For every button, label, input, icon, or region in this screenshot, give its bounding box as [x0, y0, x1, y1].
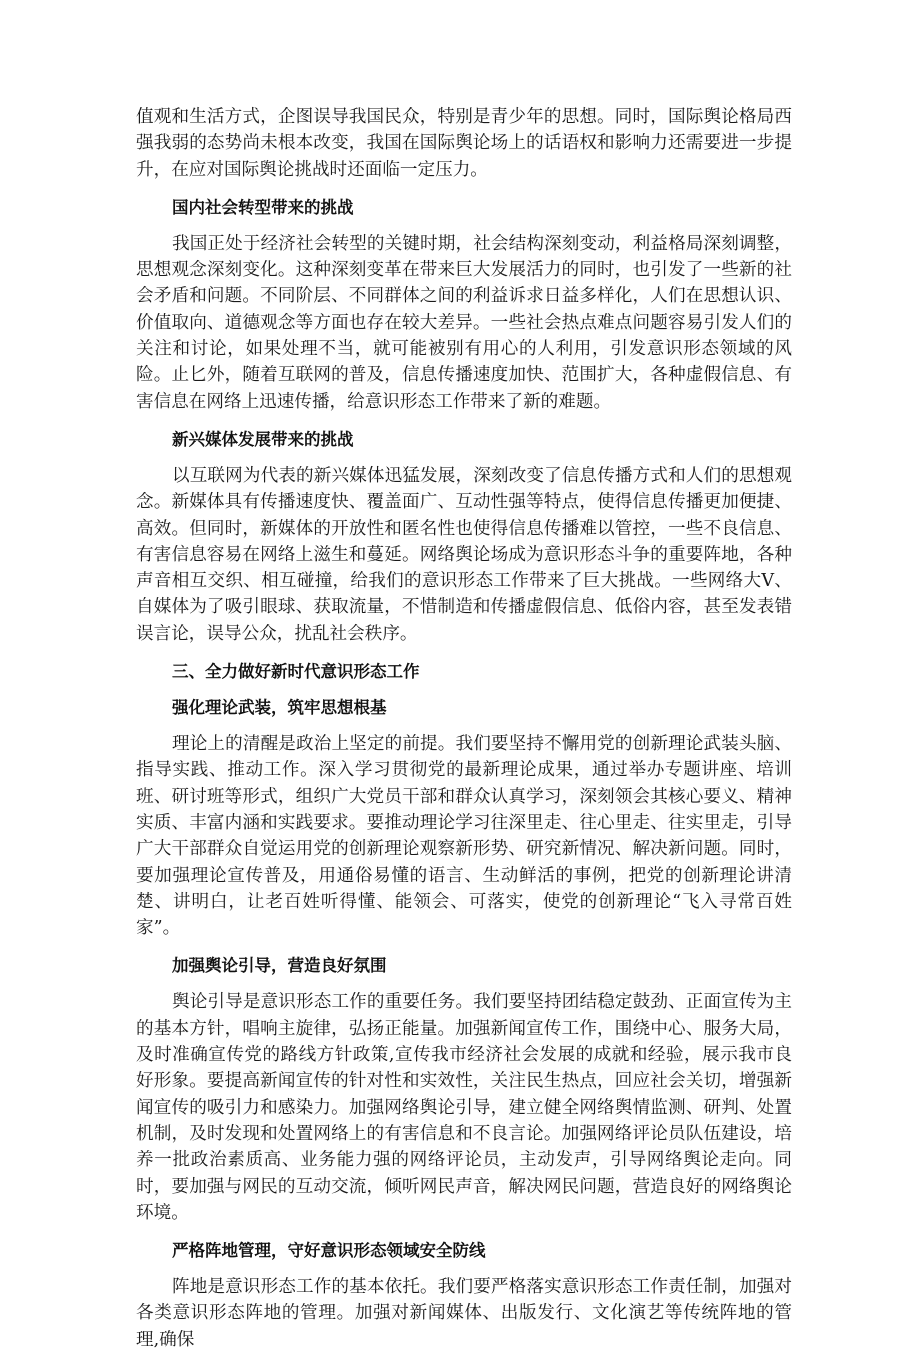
- paragraph-domestic-transition: 我国正处于经济社会转型的关键时期，社会结构深刻变动，利益格局深刻调整，思想观念深刻变化。这种深刻变革在带来巨大发展活力的同时，也引发了一些新的社会矛盾和问题。不同阶层、不同群体之间的利益诉求日益多样化，人们在思想认识、价值取向、道德观念等方面也存在较大差异。一些社会热点难点问题容易引发人们的关注和讨论，如果处理不当，就可能被别有用心的人利用，引发意识形态领域的风险。止匕外，随着互联网的普及，信息传播速度加快、范围扩大，各种虚假信息、有害信息在网络上迅速传播，给意识形态工作带来了新的难题。: [136, 233, 792, 412]
- subheading-theory: 强化理论武装，筑牢思想根基: [172, 698, 387, 718]
- subheading-position-management: 严格阵地管理，守好意识形态领域安全防线: [172, 1241, 486, 1261]
- paragraph-theory: 理论上的清醒是政治上坚定的前提。我们要坚持不懈用党的创新理论武装头脑、指导实践、推动工作。深入学习贯彻党的最新理论成果，通过举办专题讲座、培训班、研讨班等形式，组织广大党员干部和群众认真学习，深刻领会其核心要义、精神实质、丰富内涵和实践要求。要推动理论学习往深里走、往心里走、往实里走，引导广大干部群众自觉运用党的创新理论观察新形势、研究新情况、解决新问题。同时，要加强理论宣传普及，用通俗易懂的语言、生动鲜活的事例，把党的创新理论讲清楚、讲明白，让老百姓听得懂、能领会、可落实，使党的创新理论“飞入寻常百姓家”。: [136, 734, 792, 939]
- paragraph-new-media: 以互联网为代表的新兴媒体迅猛发展，深刻改变了信息传播方式和人们的思想观念。新媒体具有传播速度快、覆盖面广、互动性强等特点，使得信息传播更加便捷、高效。但同时，新媒体的开放性和匿名性也使得信息传播难以管控，一些不良信息、有害信息容易在网络上滋生和蔓延。网络舆论场成为意识形态斗争的重要阵地，各种声音相互交织、相互碰撞，给我们的意识形态工作带来了巨大挑战。一些网络大V、自媒体为了吸引眼球、获取流量，不惜制造和传播虚假信息、低俗内容，甚至发表错误言论，误导公众，扰乱社会秩序。: [136, 465, 792, 644]
- paragraph-position-management: 阵地是意识形态工作的基本依托。我们要严格落实意识形态工作责任制，加强对各类意识形态阵地的管理。加强对新闻媒体、出版发行、文化演艺等传统阵地的管理,确保: [136, 1277, 792, 1350]
- subheading-public-opinion: 加强舆论引导，营造良好氛围: [172, 956, 387, 976]
- paragraph-continuation: 值观和生活方式，企图误导我国民众，特别是青少年的思想。同时，国际舆论格局西强我弱的态势尚未根本改变，我国在国际舆论场上的话语权和影响力还需要进一步提升，在应对国际舆论挑战时还面临一定压力。: [136, 107, 792, 180]
- subheading-domestic-transition: 国内社会转型带来的挑战: [172, 197, 354, 217]
- subheading-new-media: 新兴媒体发展带来的挑战: [172, 429, 354, 449]
- document-body: [136, 104, 792, 1353]
- paragraph-public-opinion: 舆论引导是意识形态工作的重要任务。我们要坚持团结稳定鼓劲、正面宣传为主的基本方针，唱响主旋律，弘扬正能量。加强新闻宣传工作，围绕中心、服务大局，及时准确宣传党的路线方针政策,宣传我市经济社会发展的成就和经验，展示我市良好形象。要提高新闻宣传的针对性和实效性，关注民生热点，回应社会关切，增强新闻宣传的吸引力和感染力。加强网络舆论引导，建立健全网络舆情监测、研判、处置机制，及时发现和处置网络上的有害信息和不良言论。加强网络评论员队伍建设，培养一批政治素质高、业务能力强的网络评论员，主动发声，引导网络舆论走向。同时，要加强与网民的互动交流，倾听网民声音，解决网民问题，营造良好的网络舆论环境。: [136, 992, 792, 1223]
- section-heading-three: 三、全力做好新时代意识形态工作: [172, 662, 420, 682]
